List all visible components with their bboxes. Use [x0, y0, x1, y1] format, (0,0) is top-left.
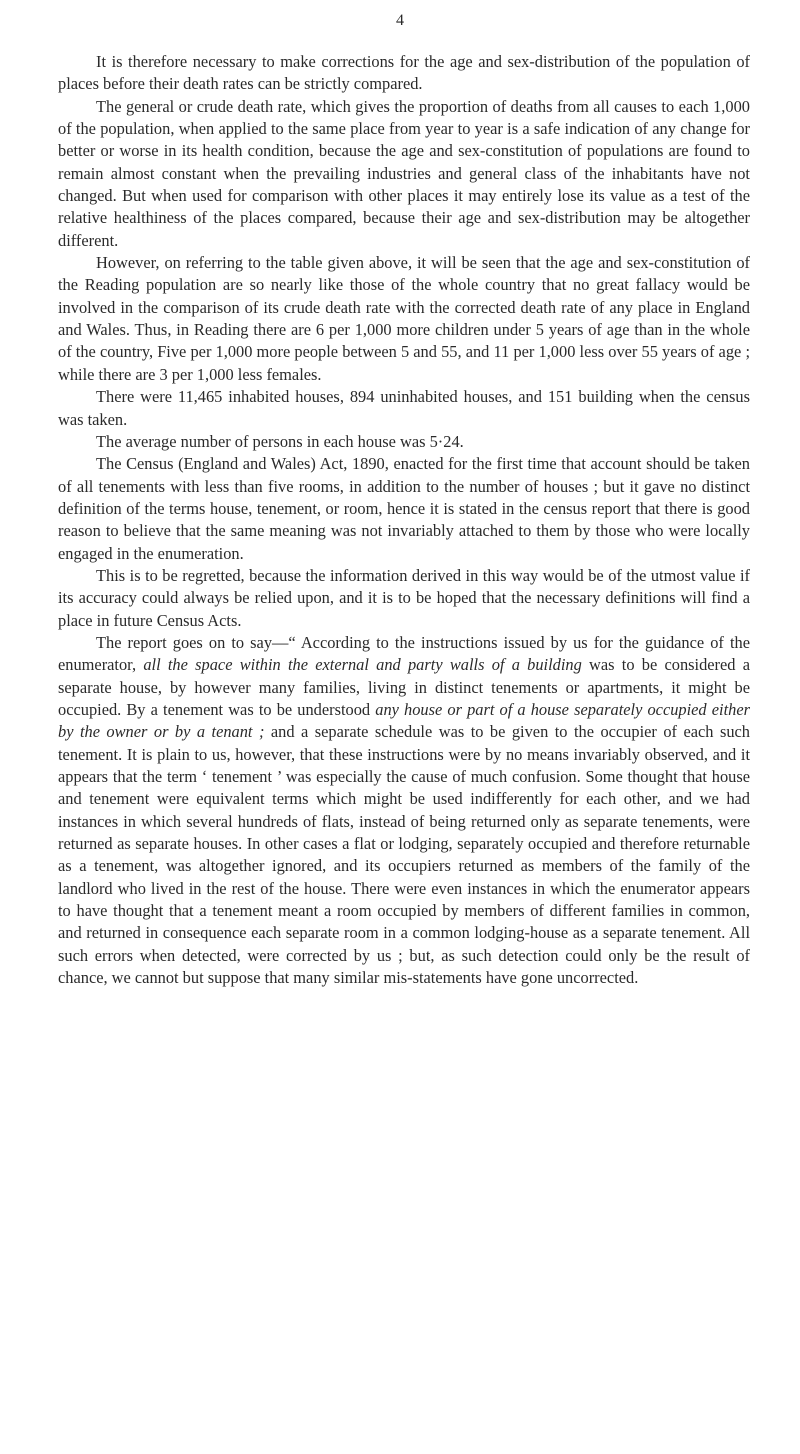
house-definition: all the space within the external and party walls of a building [143, 655, 582, 675]
paragraph-1: It is therefore necessary to make corrections for the age and sex-distribution of the population of places before their death rates can be strictly compared. [58, 52, 750, 94]
paragraph-2: The general or crude death rate, which gives the proportion of deaths from all causes to each 1,000 of the population, when applied to the same place from year to year is a safe indication of any change for better or worse in its health condition, because the age and sex-constitution of populations are found to remain almost constant when the prevailing industries and general class of the inhabitants have not changed. But when used for comparison with other places it may entirely lose its value as a test of the relative healthiness of the places compared, because their age and sex-distribution may be altogether different. [58, 96, 750, 250]
page-number: 4 [396, 12, 404, 29]
paragraph-7: This is to be regretted, because the information derived in this way would be of the utmost value if its accuracy could always be relied upon, and it is to be hoped that the necessary definitions will find a place in future Census Acts. [58, 565, 750, 630]
body-text [58, 51, 750, 989]
report-quote-rest: and a separate schedule was to be given to the occupier of each such tenement. It is plain to us, however, that these instructions were by no means invariably observed, and it appears that the term ‘ tenement ’ was especially the cause of much confusion. Some thought that house and tenement were equivalent terms which might be used indifferently for each other, and we had instances in which several hundreds of flats, instead of being returned only as separate tenements, were returned as separate houses. In other cases a flat or lodging, separately occupied and therefore returnable as a tenement, was altogether ignored, and its occupiers returned as members of the family of the landlord who lived in the rest of the house. There were even instances in which the enumerator appears to have thought that a tenement meant a room occupied by members of different families in common, and returned in consequence each separate room in a common lodging-house as a separate tenement. All such errors when detected, were corrected by us ; but, as such detection could only be the result of chance, we cannot but suppose that many similar mis-statements have gone uncorrected. [58, 722, 750, 988]
paragraph-4: There were 11,465 inhabited houses, 894 uninhabited houses, and 151 building when the census was taken. [58, 387, 750, 429]
paragraph-3: However, on referring to the table given above, it will be seen that the age and sex-constitution of the Reading population are so nearly like those of the whole country that no great fallacy would be involved in the comparison of its crude death rate with the corrected death rate of any place in England and Wales. Thus, in Reading there are 6 per 1,000 more children under 5 years of age than in the whole of the country, Five per 1,000 more people between 5 and 55, and 11 per 1,000 less over 55 years of age ; while there are 3 per 1,000 less females. [58, 253, 750, 384]
paragraph-8 [58, 632, 750, 990]
paragraph-6: The Census (England and Wales) Act, 1890, enacted for the first time that account should be taken of all tenements with less than five rooms, in addition to the number of houses ; but it gave no distinct definition of the terms house, tenement, or room, hence it is stated in the census report that there is good reason to believe that the same meaning was not invariably attached to them by those who were locally engaged in the enumeration. [58, 454, 750, 563]
paragraph-5: The average number of persons in each house was 5·24. [96, 431, 464, 451]
tenement-definition: any house or part of a house separately occupied either by the owner or by a tenant ; [58, 699, 750, 742]
report-quote-intro: The report goes on to say—“ According to the instructions issued by us for the guidance of the enumerator, [58, 632, 750, 675]
report-quote-middle: was to be considered a separate house, by however many families, living in distinct tenements or apartments, it might be occupied. By a tenement was to be understood [58, 655, 750, 719]
